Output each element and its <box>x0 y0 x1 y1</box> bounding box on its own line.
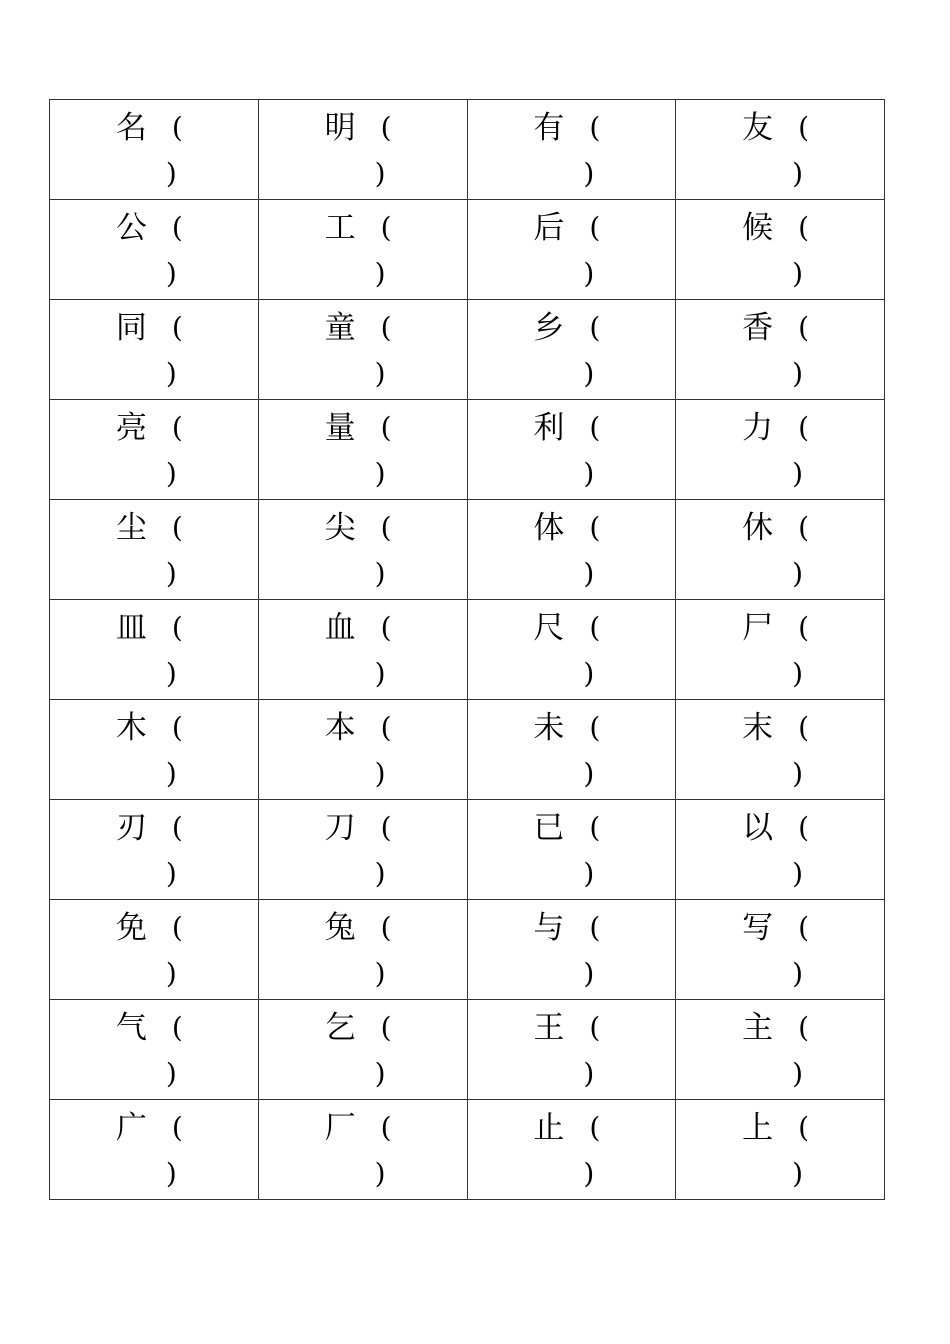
cell-content <box>676 900 884 999</box>
answer-blank-close-paren: ) <box>792 1057 804 1090</box>
answer-blank-close-paren: ) <box>792 757 804 790</box>
character-label: 童 <box>324 310 356 346</box>
answer-blank-close-paren: ) <box>583 1057 595 1090</box>
cell-content <box>676 600 884 699</box>
answer-blank-open-paren: ( <box>380 1011 392 1044</box>
worksheet-cell <box>258 100 467 200</box>
cell-content <box>468 600 676 699</box>
character-label: 与 <box>533 910 565 946</box>
answer-blank-close-paren: ) <box>583 457 595 490</box>
answer-blank-open-paren: ( <box>589 811 601 844</box>
answer-blank-open-paren: ( <box>380 711 392 744</box>
character-label: 工 <box>324 210 356 246</box>
worksheet-cell <box>467 900 676 1000</box>
answer-blank-close-paren: ) <box>583 657 595 690</box>
cell-content <box>676 500 884 599</box>
cell-content <box>468 300 676 399</box>
worksheet-cell <box>467 800 676 900</box>
character-label: 力 <box>742 410 774 446</box>
answer-blank-open-paren: ( <box>798 111 810 144</box>
character-label: 写 <box>742 910 774 946</box>
character-label: 亮 <box>115 410 147 446</box>
character-label: 尘 <box>115 510 147 546</box>
answer-blank-open-paren: ( <box>589 1011 601 1044</box>
answer-blank-close-paren: ) <box>792 657 804 690</box>
answer-blank-open-paren: ( <box>171 1011 183 1044</box>
character-label: 皿 <box>115 610 147 646</box>
answer-blank-open-paren: ( <box>380 811 392 844</box>
character-worksheet-table <box>49 99 885 1200</box>
answer-blank-close-paren: ) <box>583 257 595 290</box>
answer-blank-close-paren: ) <box>165 1157 177 1190</box>
character-label: 厂 <box>324 1110 356 1146</box>
answer-blank-open-paren: ( <box>589 111 601 144</box>
worksheet-cell <box>50 800 259 900</box>
worksheet-cell <box>676 300 885 400</box>
character-label: 王 <box>533 1010 565 1046</box>
worksheet-cell <box>50 1100 259 1200</box>
worksheet-row <box>50 100 885 200</box>
worksheet-cell <box>676 800 885 900</box>
answer-blank-open-paren: ( <box>798 311 810 344</box>
character-label: 末 <box>742 710 774 746</box>
answer-blank-close-paren: ) <box>165 1057 177 1090</box>
answer-blank-open-paren: ( <box>171 911 183 944</box>
worksheet-row <box>50 400 885 500</box>
worksheet-cell <box>676 100 885 200</box>
cell-content <box>50 300 258 399</box>
answer-blank-close-paren: ) <box>792 357 804 390</box>
cell-content <box>259 700 467 799</box>
worksheet-cell <box>676 1100 885 1200</box>
worksheet-cell <box>258 1100 467 1200</box>
answer-blank-close-paren: ) <box>583 857 595 890</box>
answer-blank-close-paren: ) <box>583 157 595 190</box>
worksheet-cell <box>50 600 259 700</box>
answer-blank-close-paren: ) <box>165 557 177 590</box>
character-label: 有 <box>533 110 565 146</box>
character-label: 上 <box>742 1110 774 1146</box>
answer-blank-close-paren: ) <box>792 457 804 490</box>
worksheet-row <box>50 300 885 400</box>
worksheet-cell <box>467 100 676 200</box>
answer-blank-close-paren: ) <box>165 257 177 290</box>
answer-blank-close-paren: ) <box>374 457 386 490</box>
cell-content <box>676 1100 884 1199</box>
cell-content <box>50 500 258 599</box>
cell-content <box>676 400 884 499</box>
cell-content <box>50 900 258 999</box>
answer-blank-open-paren: ( <box>380 911 392 944</box>
answer-blank-close-paren: ) <box>792 157 804 190</box>
answer-blank-open-paren: ( <box>589 711 601 744</box>
answer-blank-close-paren: ) <box>374 1057 386 1090</box>
worksheet-cell <box>676 1000 885 1100</box>
answer-blank-open-paren: ( <box>380 311 392 344</box>
cell-content <box>259 100 467 199</box>
cell-content <box>468 900 676 999</box>
answer-blank-open-paren: ( <box>798 211 810 244</box>
answer-blank-open-paren: ( <box>380 511 392 544</box>
worksheet-cell <box>258 900 467 1000</box>
cell-content <box>468 500 676 599</box>
answer-blank-close-paren: ) <box>374 257 386 290</box>
cell-content <box>50 100 258 199</box>
cell-content <box>50 200 258 299</box>
character-label: 候 <box>742 210 774 246</box>
worksheet-cell <box>467 300 676 400</box>
character-label: 尺 <box>533 610 565 646</box>
worksheet-cell <box>467 500 676 600</box>
answer-blank-close-paren: ) <box>374 957 386 990</box>
cell-content <box>468 1000 676 1099</box>
answer-blank-close-paren: ) <box>583 957 595 990</box>
worksheet-cell <box>258 400 467 500</box>
answer-blank-close-paren: ) <box>374 157 386 190</box>
answer-blank-open-paren: ( <box>380 411 392 444</box>
worksheet-cell <box>676 900 885 1000</box>
answer-blank-close-paren: ) <box>165 857 177 890</box>
worksheet-cell <box>467 600 676 700</box>
cell-content <box>676 300 884 399</box>
worksheet-cell <box>258 500 467 600</box>
cell-content <box>259 200 467 299</box>
answer-blank-open-paren: ( <box>589 611 601 644</box>
worksheet-cell <box>50 300 259 400</box>
worksheet-cell <box>50 200 259 300</box>
answer-blank-open-paren: ( <box>171 611 183 644</box>
cell-content <box>259 300 467 399</box>
worksheet-row <box>50 1100 885 1200</box>
character-label: 主 <box>742 1010 774 1046</box>
worksheet-row <box>50 900 885 1000</box>
answer-blank-close-paren: ) <box>374 357 386 390</box>
character-label: 尸 <box>742 610 774 646</box>
cell-content <box>259 500 467 599</box>
character-label: 公 <box>115 210 147 246</box>
answer-blank-open-paren: ( <box>589 311 601 344</box>
answer-blank-open-paren: ( <box>798 1011 810 1044</box>
answer-blank-open-paren: ( <box>798 411 810 444</box>
cell-content <box>676 700 884 799</box>
character-label: 气 <box>115 1010 147 1046</box>
character-label: 名 <box>115 110 147 146</box>
answer-blank-close-paren: ) <box>374 757 386 790</box>
answer-blank-open-paren: ( <box>380 111 392 144</box>
worksheet-cell <box>676 500 885 600</box>
character-label: 免 <box>115 910 147 946</box>
answer-blank-open-paren: ( <box>798 811 810 844</box>
character-label: 以 <box>742 810 774 846</box>
worksheet-cell <box>467 1100 676 1200</box>
worksheet-cell <box>676 400 885 500</box>
answer-blank-open-paren: ( <box>171 111 183 144</box>
answer-blank-close-paren: ) <box>165 357 177 390</box>
character-label: 未 <box>533 710 565 746</box>
cell-content <box>676 800 884 899</box>
worksheet-cell <box>50 400 259 500</box>
answer-blank-open-paren: ( <box>380 611 392 644</box>
worksheet-cell <box>676 700 885 800</box>
answer-blank-close-paren: ) <box>374 857 386 890</box>
worksheet-cell <box>258 800 467 900</box>
answer-blank-open-paren: ( <box>171 811 183 844</box>
answer-blank-open-paren: ( <box>171 1111 183 1144</box>
answer-blank-open-paren: ( <box>589 511 601 544</box>
cell-content <box>676 100 884 199</box>
worksheet-row <box>50 600 885 700</box>
character-label: 血 <box>324 610 356 646</box>
answer-blank-close-paren: ) <box>583 757 595 790</box>
worksheet-row <box>50 200 885 300</box>
answer-blank-close-paren: ) <box>583 357 595 390</box>
cell-content <box>468 400 676 499</box>
cell-content <box>468 200 676 299</box>
character-label: 利 <box>533 410 565 446</box>
answer-blank-close-paren: ) <box>792 257 804 290</box>
answer-blank-close-paren: ) <box>583 557 595 590</box>
answer-blank-close-paren: ) <box>374 1157 386 1190</box>
cell-content <box>468 100 676 199</box>
worksheet-cell <box>258 600 467 700</box>
character-label: 休 <box>742 510 774 546</box>
answer-blank-open-paren: ( <box>798 711 810 744</box>
answer-blank-open-paren: ( <box>589 411 601 444</box>
answer-blank-open-paren: ( <box>589 211 601 244</box>
answer-blank-open-paren: ( <box>380 211 392 244</box>
answer-blank-open-paren: ( <box>798 1111 810 1144</box>
cell-content <box>50 800 258 899</box>
cell-content <box>259 600 467 699</box>
answer-blank-close-paren: ) <box>165 657 177 690</box>
character-label: 止 <box>533 1110 565 1146</box>
cell-content <box>676 200 884 299</box>
cell-content <box>259 1000 467 1099</box>
answer-blank-close-paren: ) <box>792 857 804 890</box>
character-label: 木 <box>115 710 147 746</box>
cell-content <box>468 700 676 799</box>
answer-blank-open-paren: ( <box>589 1111 601 1144</box>
answer-blank-close-paren: ) <box>165 757 177 790</box>
answer-blank-open-paren: ( <box>798 911 810 944</box>
answer-blank-close-paren: ) <box>583 1157 595 1190</box>
answer-blank-open-paren: ( <box>589 911 601 944</box>
worksheet-cell <box>676 600 885 700</box>
answer-blank-close-paren: ) <box>165 957 177 990</box>
answer-blank-open-paren: ( <box>798 511 810 544</box>
answer-blank-close-paren: ) <box>374 657 386 690</box>
answer-blank-open-paren: ( <box>380 1111 392 1144</box>
cell-content <box>50 400 258 499</box>
answer-blank-open-paren: ( <box>171 311 183 344</box>
worksheet-cell <box>467 200 676 300</box>
character-label: 刀 <box>324 810 356 846</box>
answer-blank-open-paren: ( <box>171 511 183 544</box>
worksheet-cell <box>258 200 467 300</box>
answer-blank-close-paren: ) <box>792 957 804 990</box>
answer-blank-close-paren: ) <box>792 1157 804 1190</box>
answer-blank-close-paren: ) <box>165 457 177 490</box>
cell-content <box>50 1100 258 1199</box>
cell-content <box>50 700 258 799</box>
worksheet-cell <box>50 1000 259 1100</box>
cell-content <box>468 1100 676 1199</box>
answer-blank-open-paren: ( <box>798 611 810 644</box>
worksheet-cell <box>50 500 259 600</box>
character-label: 尖 <box>324 510 356 546</box>
cell-content <box>468 800 676 899</box>
cell-content <box>259 400 467 499</box>
character-label: 同 <box>115 310 147 346</box>
cell-content <box>676 1000 884 1099</box>
character-label: 广 <box>115 1110 147 1146</box>
answer-blank-open-paren: ( <box>171 711 183 744</box>
worksheet-cell <box>676 200 885 300</box>
character-label: 兔 <box>324 910 356 946</box>
worksheet-cell <box>50 900 259 1000</box>
worksheet-cell <box>258 1000 467 1100</box>
cell-content <box>50 1000 258 1099</box>
worksheet-row <box>50 500 885 600</box>
answer-blank-open-paren: ( <box>171 211 183 244</box>
worksheet-cell <box>50 700 259 800</box>
cell-content <box>259 1100 467 1199</box>
character-label: 明 <box>324 110 356 146</box>
cell-content <box>50 600 258 699</box>
character-label: 乡 <box>533 310 565 346</box>
worksheet-row <box>50 1000 885 1100</box>
worksheet-row <box>50 700 885 800</box>
character-label: 香 <box>742 310 774 346</box>
worksheet-cell <box>467 700 676 800</box>
answer-blank-close-paren: ) <box>792 557 804 590</box>
worksheet-cell <box>467 400 676 500</box>
answer-blank-close-paren: ) <box>165 157 177 190</box>
answer-blank-close-paren: ) <box>374 557 386 590</box>
character-label: 刃 <box>115 810 147 846</box>
character-label: 本 <box>324 710 356 746</box>
cell-content <box>259 900 467 999</box>
worksheet-row <box>50 800 885 900</box>
worksheet-cell <box>50 100 259 200</box>
worksheet-cell <box>467 1000 676 1100</box>
character-label: 已 <box>533 810 565 846</box>
cell-content <box>259 800 467 899</box>
character-label: 体 <box>533 510 565 546</box>
worksheet-cell <box>258 700 467 800</box>
character-label: 友 <box>742 110 774 146</box>
worksheet-body <box>50 100 885 1200</box>
character-label: 后 <box>533 210 565 246</box>
answer-blank-open-paren: ( <box>171 411 183 444</box>
character-label: 量 <box>324 410 356 446</box>
character-label: 乞 <box>324 1010 356 1046</box>
worksheet-cell <box>258 300 467 400</box>
